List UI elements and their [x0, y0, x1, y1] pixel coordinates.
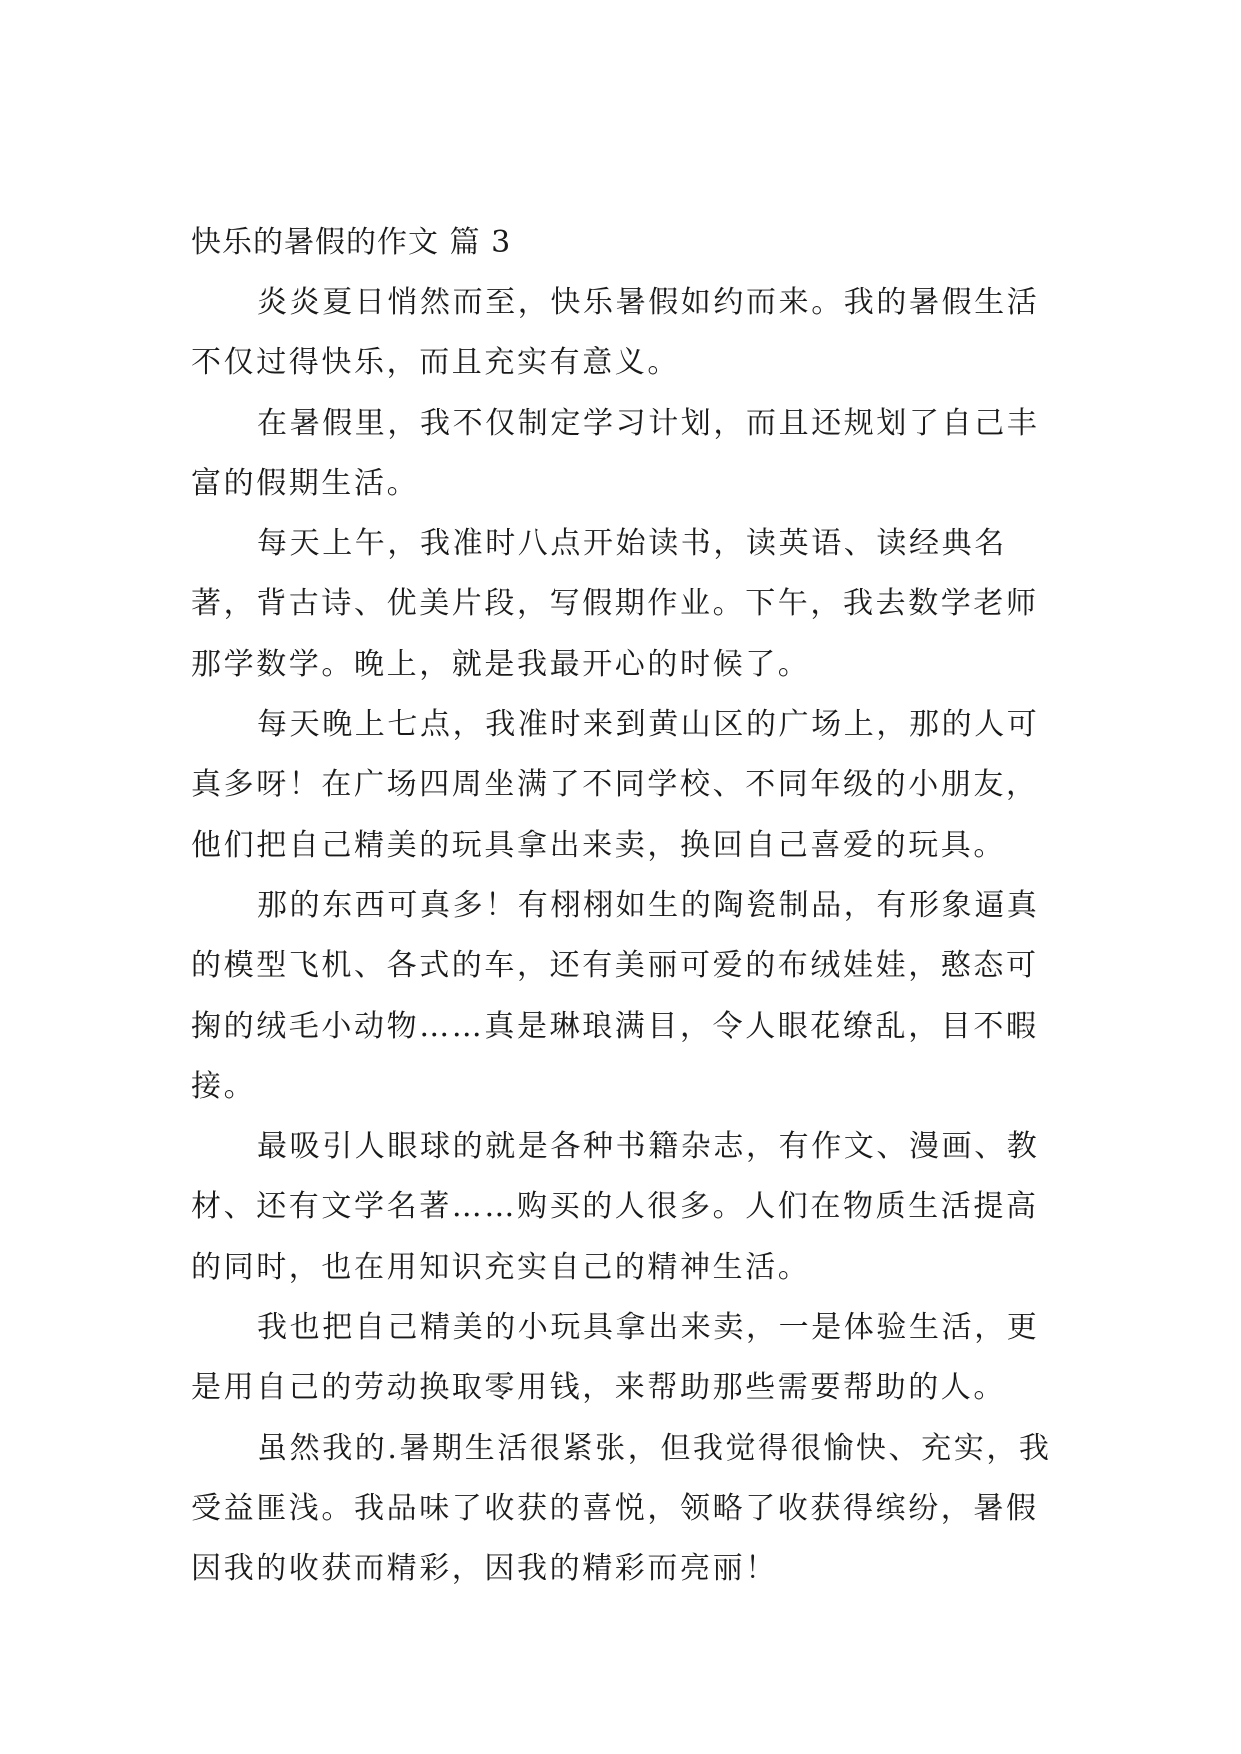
paragraph-3: 每天上午，我准时八点开始读书，读英语、读经典名著，背古诗、优美片段，写假期作业。下午，我去数学老师那学数学。晚上，就是我最开心的时候了。: [191, 526, 1039, 682]
article-title: 快乐的暑假的作文 篇 3: [191, 225, 512, 260]
paragraph-4: 每天晚上七点，我准时来到黄山区的广场上，那的人可真多呀！在广场四周坐满了不同学校、不同年级的小朋友，他们把自己精美的玩具拿出来卖，换回自己喜爱的玩具。: [191, 707, 1040, 863]
paragraph-8: 虽然我的.暑期生活很紧张，但我觉得很愉快、充实，我受益匪浅。我品味了收获的喜悦，领略了收获得缤纷，暑假因我的收获而精彩，因我的精彩而亮丽！: [191, 1430, 1052, 1587]
paragraph-7: 我也把自己精美的小玩具拿出来卖，一是体验生活，更是用自己的劳动换取零用钱，来帮助那些需要帮助的人。: [191, 1310, 1040, 1406]
paragraph-5: 那的东西可真多！有栩栩如生的陶瓷制品，有形象逼真的模型飞机、各式的车，还有美丽可爱的布绒娃娃，憨态可掬的绒毛小动物……真是琳琅满目，令人眼花缭乱，目不暇接。: [191, 887, 1040, 1104]
article-body: [191, 213, 1067, 1600]
paragraph-1: 炎炎夏日悄然而至，快乐暑假如约而来。我的暑假生活不仅过得快乐，而且充实有意义。: [191, 285, 1040, 381]
paragraph-6: 最吸引人眼球的就是各种书籍杂志，有作文、漫画、教材、还有文学名著……购买的人很多。人们在物质生活提高的同时，也在用知识充实自己的精神生活。: [191, 1129, 1040, 1285]
paragraph-2: 在暑假里，我不仅制定学习计划，而且还规划了自己丰富的假期生活。: [191, 405, 1040, 501]
